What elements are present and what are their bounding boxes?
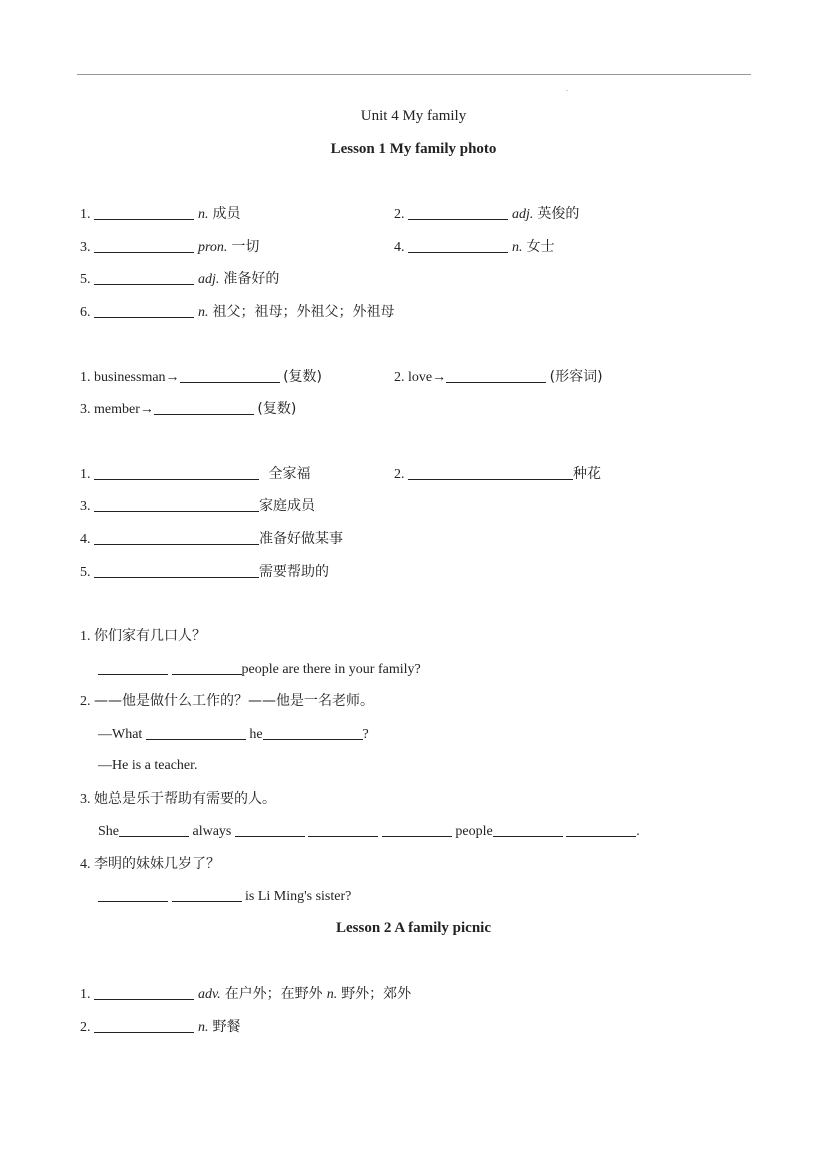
form-item-3: 3. member→ (复数) [80, 401, 297, 417]
answer-blank[interactable] [94, 562, 259, 578]
answer-blank[interactable] [94, 464, 259, 480]
answer-blank[interactable] [119, 821, 189, 837]
answer-blank[interactable] [408, 204, 508, 220]
answer-blank[interactable] [94, 984, 194, 1000]
vocab-item-1: 1. n. 成员 [80, 206, 241, 222]
answer-blank[interactable] [154, 399, 254, 415]
lesson-2-vocab-item-1: 1. adv. 在户外；在野外 n. 野外；郊外 [80, 986, 412, 1002]
lesson-2-title: Lesson 2 A family picnic [335, 920, 492, 936]
header-rule [77, 74, 751, 75]
vocab-item-4: 4. n. 女士 [394, 239, 555, 255]
sentence-2-cn: 2. ——他是做什么工作的？——他是一名老师。 [80, 693, 374, 709]
answer-blank[interactable] [263, 724, 363, 740]
answer-blank[interactable] [94, 1017, 194, 1033]
answer-blank[interactable] [146, 724, 246, 740]
answer-blank[interactable] [408, 237, 508, 253]
answer-blank[interactable] [172, 886, 242, 902]
sentence-2-en: —What he ? [98, 724, 369, 744]
answer-blank[interactable] [172, 659, 242, 675]
sentence-4-en: is Li Ming's sister? [98, 886, 351, 906]
lesson-1-title: Lesson 1 My family photo [330, 141, 497, 157]
answer-blank[interactable] [493, 821, 563, 837]
answer-blank[interactable] [94, 496, 259, 512]
answer-blank[interactable] [180, 367, 280, 383]
vocab-item-5: 5. adj. 准备好的 [80, 271, 280, 287]
form-item-2: 2. love→ (形容词) [394, 369, 603, 385]
sentence-2-answer: —He is a teacher. [98, 758, 198, 773]
vocab-item-3: 3. pron. 一切 [80, 239, 260, 255]
sentence-1-en: people are there in your family? [98, 659, 421, 679]
answer-blank[interactable] [235, 821, 305, 837]
answer-blank[interactable] [94, 269, 194, 285]
answer-blank[interactable] [446, 367, 546, 383]
sentence-3-cn: 3. 她总是乐于帮助有需要的人。 [80, 791, 276, 807]
phrase-item-4: 4. 准备好做某事 [80, 531, 343, 547]
vocab-item-2: 2. adj. 英俊的 [394, 206, 580, 222]
answer-blank[interactable] [98, 886, 168, 902]
phrase-item-5: 5. 需要帮助的 [80, 564, 329, 580]
answer-blank[interactable] [94, 302, 194, 318]
form-item-1: 1. businessman→ (复数) [80, 369, 322, 385]
phrase-item-2: 2. 种花 [394, 466, 601, 482]
answer-blank[interactable] [382, 821, 452, 837]
answer-blank[interactable] [566, 821, 636, 837]
phrase-item-1: 1. 全家福 [80, 466, 311, 482]
answer-blank[interactable] [308, 821, 378, 837]
phrase-item-3: 3. 家庭成员 [80, 498, 315, 514]
lesson-2-vocab-item-2: 2. n. 野餐 [80, 1019, 241, 1035]
vocab-item-6: 6. n. 祖父；祖母；外祖父；外祖母 [80, 304, 395, 320]
unit-title: Unit 4 My family [360, 108, 467, 124]
sentence-1-cn: 1. 你们家有几口人？ [80, 628, 206, 644]
answer-blank[interactable] [94, 204, 194, 220]
answer-blank[interactable] [98, 659, 168, 675]
answer-blank[interactable] [94, 237, 194, 253]
answer-blank[interactable] [94, 529, 259, 545]
sentence-4-cn: 4. 李明的妹妹几岁了？ [80, 856, 220, 872]
sentence-3-en: She always people . [98, 821, 640, 841]
answer-blank[interactable] [408, 464, 573, 480]
header-dot: . [566, 84, 568, 93]
